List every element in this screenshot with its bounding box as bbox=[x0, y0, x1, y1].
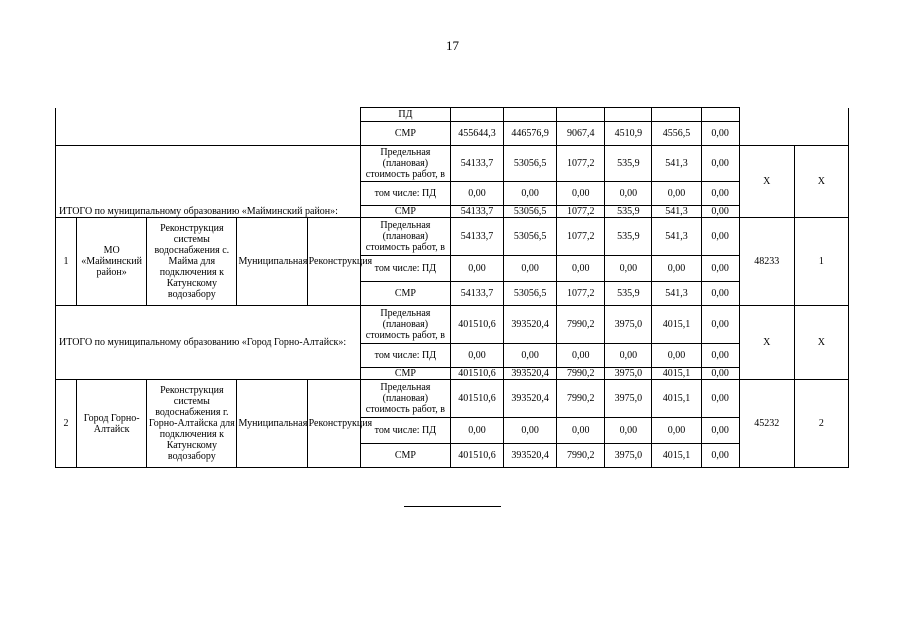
row-label: том числе: ПД bbox=[360, 182, 450, 206]
blank-cell bbox=[56, 108, 361, 146]
value-cell: 0,00 bbox=[605, 256, 652, 282]
value-cell: 393520,4 bbox=[504, 306, 557, 344]
col-a-cell: 48233 bbox=[739, 218, 794, 306]
value-cell: 54133,7 bbox=[450, 218, 503, 256]
value-cell bbox=[701, 108, 739, 122]
row-label: СМР bbox=[360, 282, 450, 306]
col-b-cell: 1 bbox=[794, 218, 848, 306]
value-cell: 0,00 bbox=[557, 182, 605, 206]
row-label: ПД bbox=[360, 108, 450, 122]
value-cell: 401510,6 bbox=[450, 444, 503, 468]
row-label: Предельная (плановая) стоимость работ, в bbox=[360, 380, 450, 418]
value-cell: 0,00 bbox=[701, 306, 739, 344]
value-cell: 0,00 bbox=[450, 182, 503, 206]
value-cell: 0,00 bbox=[701, 122, 739, 146]
value-cell: 0,00 bbox=[701, 418, 739, 444]
value-cell: 401510,6 bbox=[450, 368, 503, 380]
value-cell: 3975,0 bbox=[605, 368, 652, 380]
value-cell: 535,9 bbox=[605, 218, 652, 256]
value-cell: 54133,7 bbox=[450, 282, 503, 306]
value-cell: 4015,1 bbox=[652, 368, 701, 380]
value-cell: 0,00 bbox=[701, 380, 739, 418]
value-cell: 7990,2 bbox=[557, 380, 605, 418]
value-cell: 54133,7 bbox=[450, 206, 503, 218]
value-cell: 455644,3 bbox=[450, 122, 503, 146]
value-cell: 0,00 bbox=[652, 256, 701, 282]
footer-divider bbox=[404, 506, 501, 507]
col-b-cell: 2 bbox=[794, 380, 848, 468]
row-label: Предельная (плановая) стоимость работ, в bbox=[360, 218, 450, 256]
table-row bbox=[56, 218, 849, 256]
investment-table bbox=[55, 107, 849, 468]
row-label: Предельная (плановая) стоимость работ, в bbox=[360, 146, 450, 182]
value-cell: 0,00 bbox=[701, 146, 739, 182]
value-cell: 393520,4 bbox=[504, 380, 557, 418]
col-a-cell: 45232 bbox=[739, 380, 794, 468]
value-cell: 0,00 bbox=[701, 368, 739, 380]
value-cell: 0,00 bbox=[701, 182, 739, 206]
value-cell: 0,00 bbox=[450, 418, 503, 444]
value-cell: 7990,2 bbox=[557, 444, 605, 468]
col-a-cell: Х bbox=[739, 306, 794, 380]
value-cell bbox=[557, 108, 605, 122]
value-cell: 0,00 bbox=[652, 182, 701, 206]
value-cell: 3975,0 bbox=[605, 306, 652, 344]
object-cell: Реконструкция системы водоснабжения с. Майма для подключения к Катунскому водозабору bbox=[147, 218, 237, 306]
row-label: том числе: ПД bbox=[360, 256, 450, 282]
value-cell bbox=[450, 108, 503, 122]
page-number: 17 bbox=[446, 38, 459, 53]
value-cell: 0,00 bbox=[557, 256, 605, 282]
value-cell: 401510,6 bbox=[450, 380, 503, 418]
value-cell: 0,00 bbox=[504, 418, 557, 444]
value-cell: 0,00 bbox=[605, 418, 652, 444]
value-cell: 535,9 bbox=[605, 206, 652, 218]
value-cell: 4015,1 bbox=[652, 306, 701, 344]
value-cell: 0,00 bbox=[605, 344, 652, 368]
value-cell: 535,9 bbox=[605, 146, 652, 182]
value-cell: 0,00 bbox=[701, 344, 739, 368]
value-cell: 0,00 bbox=[605, 182, 652, 206]
value-cell: 3975,0 bbox=[605, 380, 652, 418]
municipality-cell: МО «Майминский район» bbox=[77, 218, 147, 306]
table-row bbox=[56, 380, 849, 418]
value-cell: 0,00 bbox=[450, 344, 503, 368]
value-cell: 0,00 bbox=[701, 206, 739, 218]
value-cell: 0,00 bbox=[504, 344, 557, 368]
value-cell: 0,00 bbox=[652, 344, 701, 368]
work-type-cell: Реконструкция bbox=[307, 380, 360, 468]
value-cell: 54133,7 bbox=[450, 146, 503, 182]
value-cell: 0,00 bbox=[557, 344, 605, 368]
value-cell: 1077,2 bbox=[557, 282, 605, 306]
row-label: СМР bbox=[360, 444, 450, 468]
table-row bbox=[56, 108, 849, 122]
municipality-cell: Город Горно-Алтайск bbox=[77, 380, 147, 468]
value-cell: 541,3 bbox=[652, 206, 701, 218]
row-label: СМР bbox=[360, 122, 450, 146]
value-cell bbox=[504, 108, 557, 122]
value-cell: 0,00 bbox=[701, 444, 739, 468]
value-cell: 7990,2 bbox=[557, 306, 605, 344]
table-row bbox=[56, 146, 849, 182]
col-b-cell: Х bbox=[794, 306, 848, 380]
value-cell: 3975,0 bbox=[605, 444, 652, 468]
object-cell: Реконструкция системы водоснабжения г. Горно-Алтайска для подключения к Катунскому водозабору bbox=[147, 380, 237, 468]
value-cell: 4556,5 bbox=[652, 122, 701, 146]
value-cell: 53056,5 bbox=[504, 146, 557, 182]
value-cell: 541,3 bbox=[652, 218, 701, 256]
value-cell: 541,3 bbox=[652, 282, 701, 306]
item-number: 2 bbox=[56, 380, 77, 468]
value-cell: 9067,4 bbox=[557, 122, 605, 146]
value-cell: 401510,6 bbox=[450, 306, 503, 344]
ownership-cell: Муниципальная bbox=[237, 380, 307, 468]
value-cell: 0,00 bbox=[701, 218, 739, 256]
row-label: СМР bbox=[360, 368, 450, 380]
value-cell: 541,3 bbox=[652, 146, 701, 182]
value-cell: 0,00 bbox=[557, 418, 605, 444]
value-cell: 0,00 bbox=[652, 418, 701, 444]
value-cell: 0,00 bbox=[504, 256, 557, 282]
row-label: том числе: ПД bbox=[360, 344, 450, 368]
value-cell: 1077,2 bbox=[557, 146, 605, 182]
value-cell: 4015,1 bbox=[652, 380, 701, 418]
value-cell: 446576,9 bbox=[504, 122, 557, 146]
value-cell: 0,00 bbox=[450, 256, 503, 282]
blank-cell bbox=[739, 108, 848, 146]
value-cell: 4510,9 bbox=[605, 122, 652, 146]
value-cell: 0,00 bbox=[701, 282, 739, 306]
col-b-cell: Х bbox=[794, 146, 848, 218]
value-cell: 1077,2 bbox=[557, 218, 605, 256]
value-cell: 393520,4 bbox=[504, 444, 557, 468]
value-cell bbox=[605, 108, 652, 122]
value-cell: 1077,2 bbox=[557, 206, 605, 218]
value-cell: 53056,5 bbox=[504, 282, 557, 306]
value-cell: 0,00 bbox=[504, 182, 557, 206]
value-cell: 53056,5 bbox=[504, 206, 557, 218]
itogo-title: ИТОГО по муниципальному образованию «Майминский район»: bbox=[56, 146, 361, 218]
itogo-title: ИТОГО по муниципальному образованию «Город Горно-Алтайск»: bbox=[56, 306, 361, 380]
value-cell: 0,00 bbox=[701, 256, 739, 282]
row-label: СМР bbox=[360, 206, 450, 218]
value-cell: 4015,1 bbox=[652, 444, 701, 468]
value-cell: 7990,2 bbox=[557, 368, 605, 380]
row-label: том числе: ПД bbox=[360, 418, 450, 444]
value-cell bbox=[652, 108, 701, 122]
ownership-cell: Муниципальная bbox=[237, 218, 307, 306]
value-cell: 535,9 bbox=[605, 282, 652, 306]
value-cell: 393520,4 bbox=[504, 368, 557, 380]
table-row bbox=[56, 306, 849, 344]
work-type-cell: Реконструкция bbox=[307, 218, 360, 306]
value-cell: 53056,5 bbox=[504, 218, 557, 256]
item-number: 1 bbox=[56, 218, 77, 306]
row-label: Предельная (плановая) стоимость работ, в bbox=[360, 306, 450, 344]
col-a-cell: Х bbox=[739, 146, 794, 218]
